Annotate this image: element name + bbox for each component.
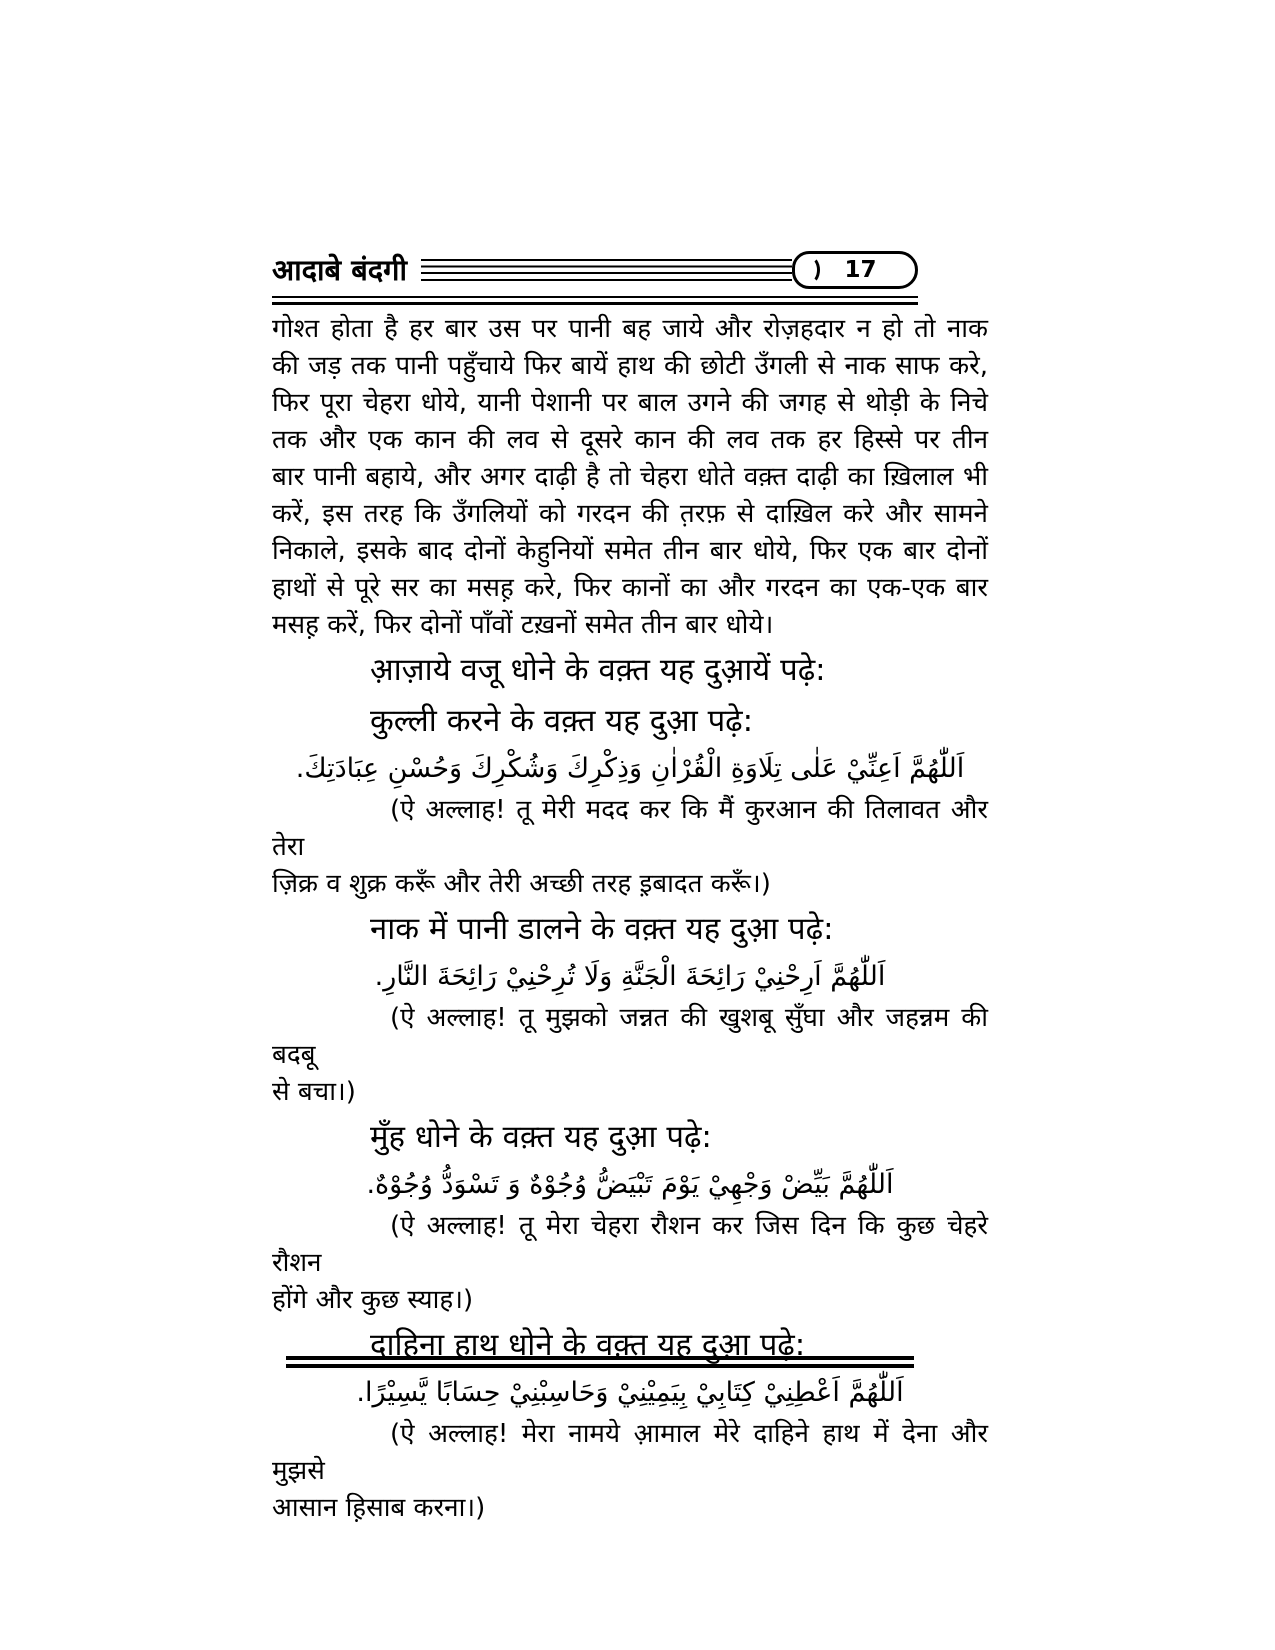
header-flourish-lines <box>421 259 792 281</box>
dua-section-nose <box>272 905 988 1111</box>
dua-translation-line: ज़िक्र व शुक्र करूँ और तेरी अच्छी तरह इ़बादत करूँ।) <box>272 869 771 899</box>
header-rule <box>272 296 918 305</box>
dua-translation-line: आसान ह़िसाब करना।) <box>272 1493 486 1523</box>
paragraph-wudu-instructions <box>272 311 988 644</box>
dua-translation-line: (ऐ अल्लाह! मेरा नामये आ़माल मेरे दाहिने हाथ में देना और मुझसे <box>272 1419 988 1486</box>
text-line: करें, इस तरह कि उँगलियों को गरदन की त़रफ़ से दाख़िल करे और सामने <box>272 499 988 529</box>
text-line: तक और एक कान की लव से दूसरे कान की लव तक हर हिस्से पर तीन <box>272 425 988 455</box>
page-number: 17 <box>844 257 877 283</box>
dua-translation-line: (ऐ अल्लाह! तू मुझको जन्नत की खुशबू सुँघा और जहन्नम की बदबू <box>272 1003 988 1070</box>
dua-arabic-text: اَللّٰهُمَّ اَرِحْنِيْ رَائِحَةَ الْجَنَّةِ وَلَا تُرِحْنِيْ رَائِحَةَ النَّارِ. <box>374 961 886 992</box>
dua-arabic-text: اَللّٰهُمَّ اَعِنِّيْ عَلٰى تِلَاوَةِ الْقُرْاٰنِ وَذِكْرِكَ وَشُكْرِكَ وَحُسْنِ عِبَادَتِكَ. <box>295 753 965 784</box>
dua-translation-line: से बचा।) <box>272 1077 356 1107</box>
book-title: आदाबे बंदगी <box>272 253 407 287</box>
text-line: फिर पूरा चेहरा धोये, यानी पेशानी पर बाल उगने की जगह से थोड़ी के निचे <box>272 388 988 418</box>
section-heading-wudu-duas: आ़ज़ाये वजू धोने के वक़्त यह दुआ़यें पढ़े: <box>370 652 826 688</box>
dua-heading: नाक में पानी डालने के वक़्त यह दुआ़ पढ़े: <box>370 911 834 947</box>
dua-section-right-hand <box>272 1321 988 1527</box>
dua-heading: मुँह धोने के वक़्त यह दुआ़ पढ़े: <box>370 1119 712 1155</box>
dua-translation-line: होंगे और कुछ स्याह।) <box>272 1285 474 1315</box>
text-line: बार पानी बहाये, और अगर दाढ़ी है तो चेहरा धोते वक़्त दाढ़ी का ख़िलाल भी <box>272 462 988 492</box>
page-content <box>272 311 988 1527</box>
dua-heading: दाहिना हाथ धोने के वक़्त यह दुआ़ पढ़े: <box>370 1327 806 1363</box>
footer-rule <box>286 1356 914 1368</box>
badge-curve-icon <box>800 256 820 284</box>
text-line: गोश्त होता है हर बार उस पर पानी बह जाये और रोज़हदार न हो तो नाक <box>272 314 988 344</box>
text-line: मसह़ करें, फिर दोनों पाँवों टख़नों समेत तीन बार धोये। <box>272 610 774 640</box>
text-line: हाथों से पूरे सर का मसह़ करे, फिर कानों का और गरदन का एक-एक बार <box>272 573 988 603</box>
dua-arabic-text: اَللّٰهُمَّ بَيِّضْ وَجْهِيْ يَوْمَ تَبْيَضُّ وُجُوْهٌ وَ تَسْوَدُّ وُجُوْهٌ. <box>366 1169 894 1200</box>
dua-translation-line: (ऐ अल्लाह! तू मेरी मदद कर कि मैं कुरआन की तिलावत और तेरा <box>272 795 988 862</box>
page-header <box>272 248 918 292</box>
page-number-badge <box>792 251 918 289</box>
dua-section-kulli <box>272 697 988 903</box>
dua-heading: कुल्ली करने के वक़्त यह दुआ़ पढ़े: <box>370 703 754 739</box>
dua-translation-line: (ऐ अल्लाह! तू मेरा चेहरा रौशन कर जिस दिन कि कुछ चेहरे रौशन <box>272 1211 988 1278</box>
dua-arabic-text: اَللّٰهُمَّ اَعْطِنِيْ كِتَابِيْ بِيَمِيْنِيْ وَحَاسِبْنِيْ حِسَابًا يَّسِيْرًا. <box>356 1377 904 1408</box>
text-line: निकाले, इसके बाद दोनों केहुनियों समेत तीन बार धोये, फिर एक बार दोनों <box>272 536 988 566</box>
text-line: की जड़ तक पानी पहुँचाये फिर बायें हाथ की छोटी उँगली से नाक साफ करे, <box>272 351 988 381</box>
dua-section-face <box>272 1113 988 1319</box>
